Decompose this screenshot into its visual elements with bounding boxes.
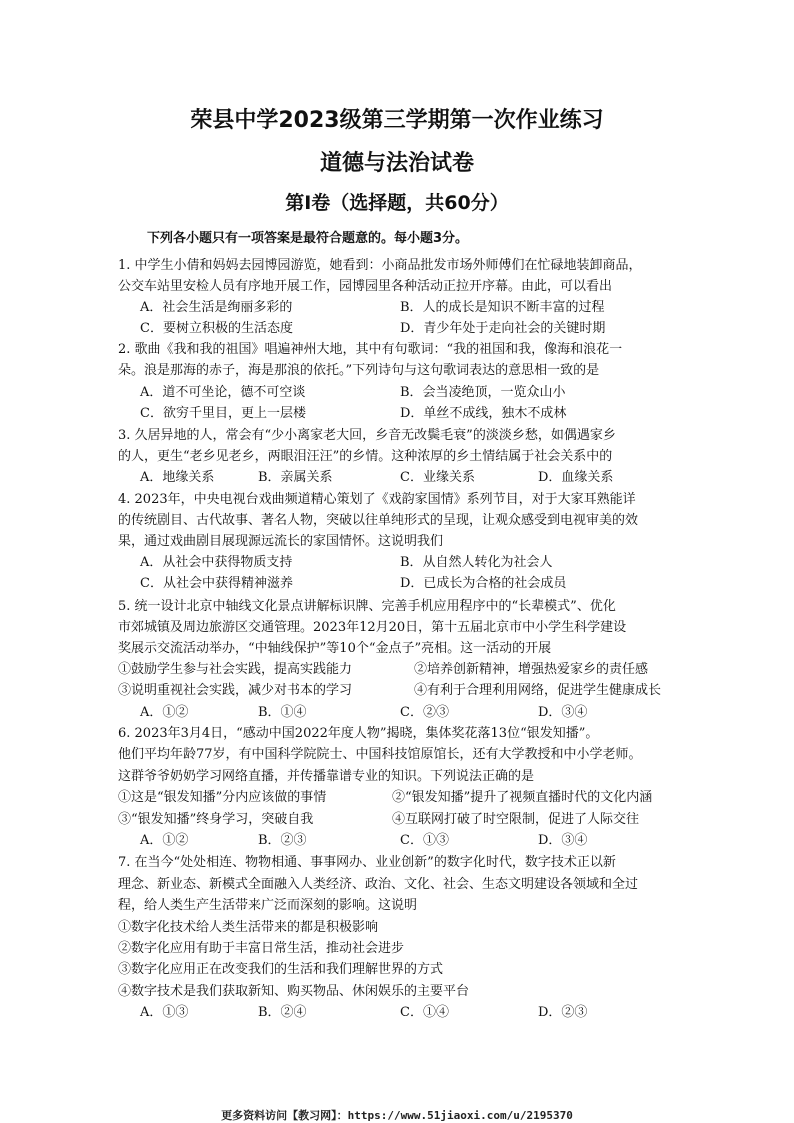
section-title: 第Ⅰ卷（选择题，共60分）: [285, 192, 509, 214]
question-2-stem-line: 朵。浪是那海的赤子，海是那浪的依托。”下列诗句与这句歌词表达的意思相一致的是: [118, 363, 600, 378]
question-5-stem-line: 奖展示交流活动举办，“中轴线保护”等10个“金点子”亮相。这一活动的开展: [118, 641, 552, 656]
question-6-option-c: C．①③: [400, 833, 449, 848]
question-1-option-a: A．社会生活是绚丽多彩的: [140, 300, 293, 315]
question-6-statement-2: ②“银发知播”提升了视频直播时代的文化内涵: [392, 790, 653, 805]
question-4-option-a: A．从社会中获得物质支持: [140, 555, 293, 570]
question-5-statement-3: ③说明重视社会实践，减少对书本的学习: [118, 683, 353, 698]
question-7-statement-3: ③数字化应用正在改变我们的生活和我们理解世界的方式: [118, 962, 444, 977]
question-7-stem-line: 7. 在当今“处处相连、物物相通、事事网办、业业创新”的数字化时代，数字技术正以新: [118, 855, 616, 870]
exam-subject-title: 道德与法治试卷: [319, 151, 474, 176]
exam-title: 荣县中学2023级第三学期第一次作业练习: [190, 108, 604, 133]
question-4-stem-line: 4. 2023年，中央电视台戏曲频道精心策划了《戏韵家国情》系列节目，对于大家耳熟能详: [118, 492, 636, 507]
question-7-option-d: D．②③: [538, 1005, 588, 1020]
question-5-statement-2: ②培养创新精神，增强热爱家乡的责任感: [414, 662, 649, 677]
question-2-option-c: C．欲穷千里目，更上一层楼: [140, 406, 306, 421]
question-7-statement-2: ②数字化应用有助于丰富日常生活，推动社会进步: [118, 941, 405, 956]
question-5-option-c: C．②③: [400, 705, 449, 720]
question-1-stem-line: 1. 中学生小倩和妈妈去园博园游览，她看到：小商品批发市场外师傅们在忙碌地装卸商品，: [118, 258, 642, 273]
question-6-statement-4: ④互联网打破了时空限制，促进了人际交往: [392, 812, 640, 827]
question-6-stem-line: 这群爷爷奶奶学习网络直播，并传播靠谱专业的知识。下列说法正确的是: [118, 769, 535, 784]
question-2-option-b: B．会当凌绝顶，一览众山小: [400, 385, 566, 400]
question-2-option-a: A．道不可坐论，德不可空谈: [140, 385, 306, 400]
question-1-option-d: D．青少年处于走向社会的关键时期: [400, 321, 606, 336]
question-5-statement-1: ①鼓励学生参与社会实践，提高实践能力: [118, 662, 353, 677]
question-6-stem-line: 他们平均年龄77岁，有中国科学院院士、中国科技馆原馆长，还有大学教授和中小学老师。: [118, 747, 642, 762]
question-6-stem-line: 6. 2023年3月4日，“感动中国2022年度人物”揭晓，集体奖花落13位“银发知播”。: [118, 726, 599, 741]
question-6-option-a: A．①②: [140, 833, 189, 848]
question-4-stem-line: 的传统剧目、古代故事、著名人物，突破以往单纯形式的呈现，让观众感受到电视审美的效: [118, 513, 639, 528]
question-4-stem-line: 果，通过戏曲剧目展现源远流长的家国情怀。这说明我们: [118, 534, 444, 549]
instruction: 下列各小题只有一项答案是最符合题意的。每小题3分。: [147, 231, 469, 246]
question-6-option-b: B．②③: [258, 833, 307, 848]
question-7-stem-line: 程，给人类生产生活带来广泛而深刻的影响。这说明: [118, 898, 418, 913]
question-5-option-b: B．①④: [258, 705, 307, 720]
question-7-option-c: C．①④: [400, 1005, 449, 1020]
question-1-option-b: B．人的成长是知识不断丰富的过程: [400, 300, 605, 315]
question-7-statement-1: ①数字化技术给人类生活带来的都是积极影响: [118, 920, 379, 935]
question-3-stem-line: 3. 久居异地的人，常会有“少小离家老大回，乡音无改鬓毛衰”的淡淡乡愁，如偶遇家乡: [118, 428, 616, 443]
question-4-option-d: D．已成长为合格的社会成员: [400, 576, 567, 591]
question-3-option-a: A．地缘关系: [140, 470, 215, 485]
question-4-option-b: B．从自然人转化为社会人: [400, 555, 553, 570]
question-3-option-c: C．业缘关系: [400, 470, 475, 485]
question-3-option-d: D．血缘关系: [538, 470, 614, 485]
question-7-option-b: B．②④: [258, 1005, 307, 1020]
question-1-stem-line: 公交车站里安检人员有序地开展工作，园博园里各种活动正拉开序幕。由此，可以看出: [118, 279, 613, 294]
question-5-option-a: A．①②: [140, 705, 189, 720]
question-1-option-c: C．要树立积极的生活态度: [140, 321, 293, 336]
question-3-option-b: B．亲属关系: [258, 470, 333, 485]
question-5-statement-4: ④有利于合理利用网络，促进学生健康成长: [414, 683, 662, 698]
question-7-option-a: A．①③: [140, 1005, 189, 1020]
question-6-option-d: D．③④: [538, 833, 588, 848]
question-4-option-c: C．从社会中获得精神滋养: [140, 576, 293, 591]
question-2-option-d: D．单丝不成线，独木不成林: [400, 406, 567, 421]
question-5-stem-line: 5. 统一设计北京中轴线文化景点讲解标识牌、完善手机应用程序中的“长辈模式”、优化: [118, 599, 616, 614]
question-6-statement-3: ③“银发知播”终身学习，突破自我: [118, 812, 314, 827]
question-5-option-d: D．③④: [538, 705, 588, 720]
question-7-stem-line: 理念、新业态、新模式全面融入人类经济、政治、文化、社会、生态文明建设各领域和全过: [118, 877, 639, 892]
question-7-statement-4: ④数字技术是我们获取新知、购买物品、休闲娱乐的主要平台: [118, 984, 470, 999]
question-3-stem-line: 的人，更生“老乡见老乡，两眼泪汪汪”的乡情。这种浓厚的乡土情结属于社会关系中的: [118, 449, 613, 464]
question-5-stem-line: 市郊城镇及周边旅游区交通管理。2023年12月20日，第十五届北京市中小学生科学建设: [118, 620, 627, 635]
footer-link[interactable]: 更多资料访问【教习网】：https://www.51jiaoxi.com/u/2195370: [221, 1109, 573, 1122]
question-6-statement-1: ①这是“银发知播”分内应该做的事情: [118, 790, 327, 805]
question-2-stem-line: 2. 歌曲《我和我的祖国》唱遍神州大地，其中有句歌词：“我的祖国和我，像海和浪花一: [118, 342, 623, 357]
